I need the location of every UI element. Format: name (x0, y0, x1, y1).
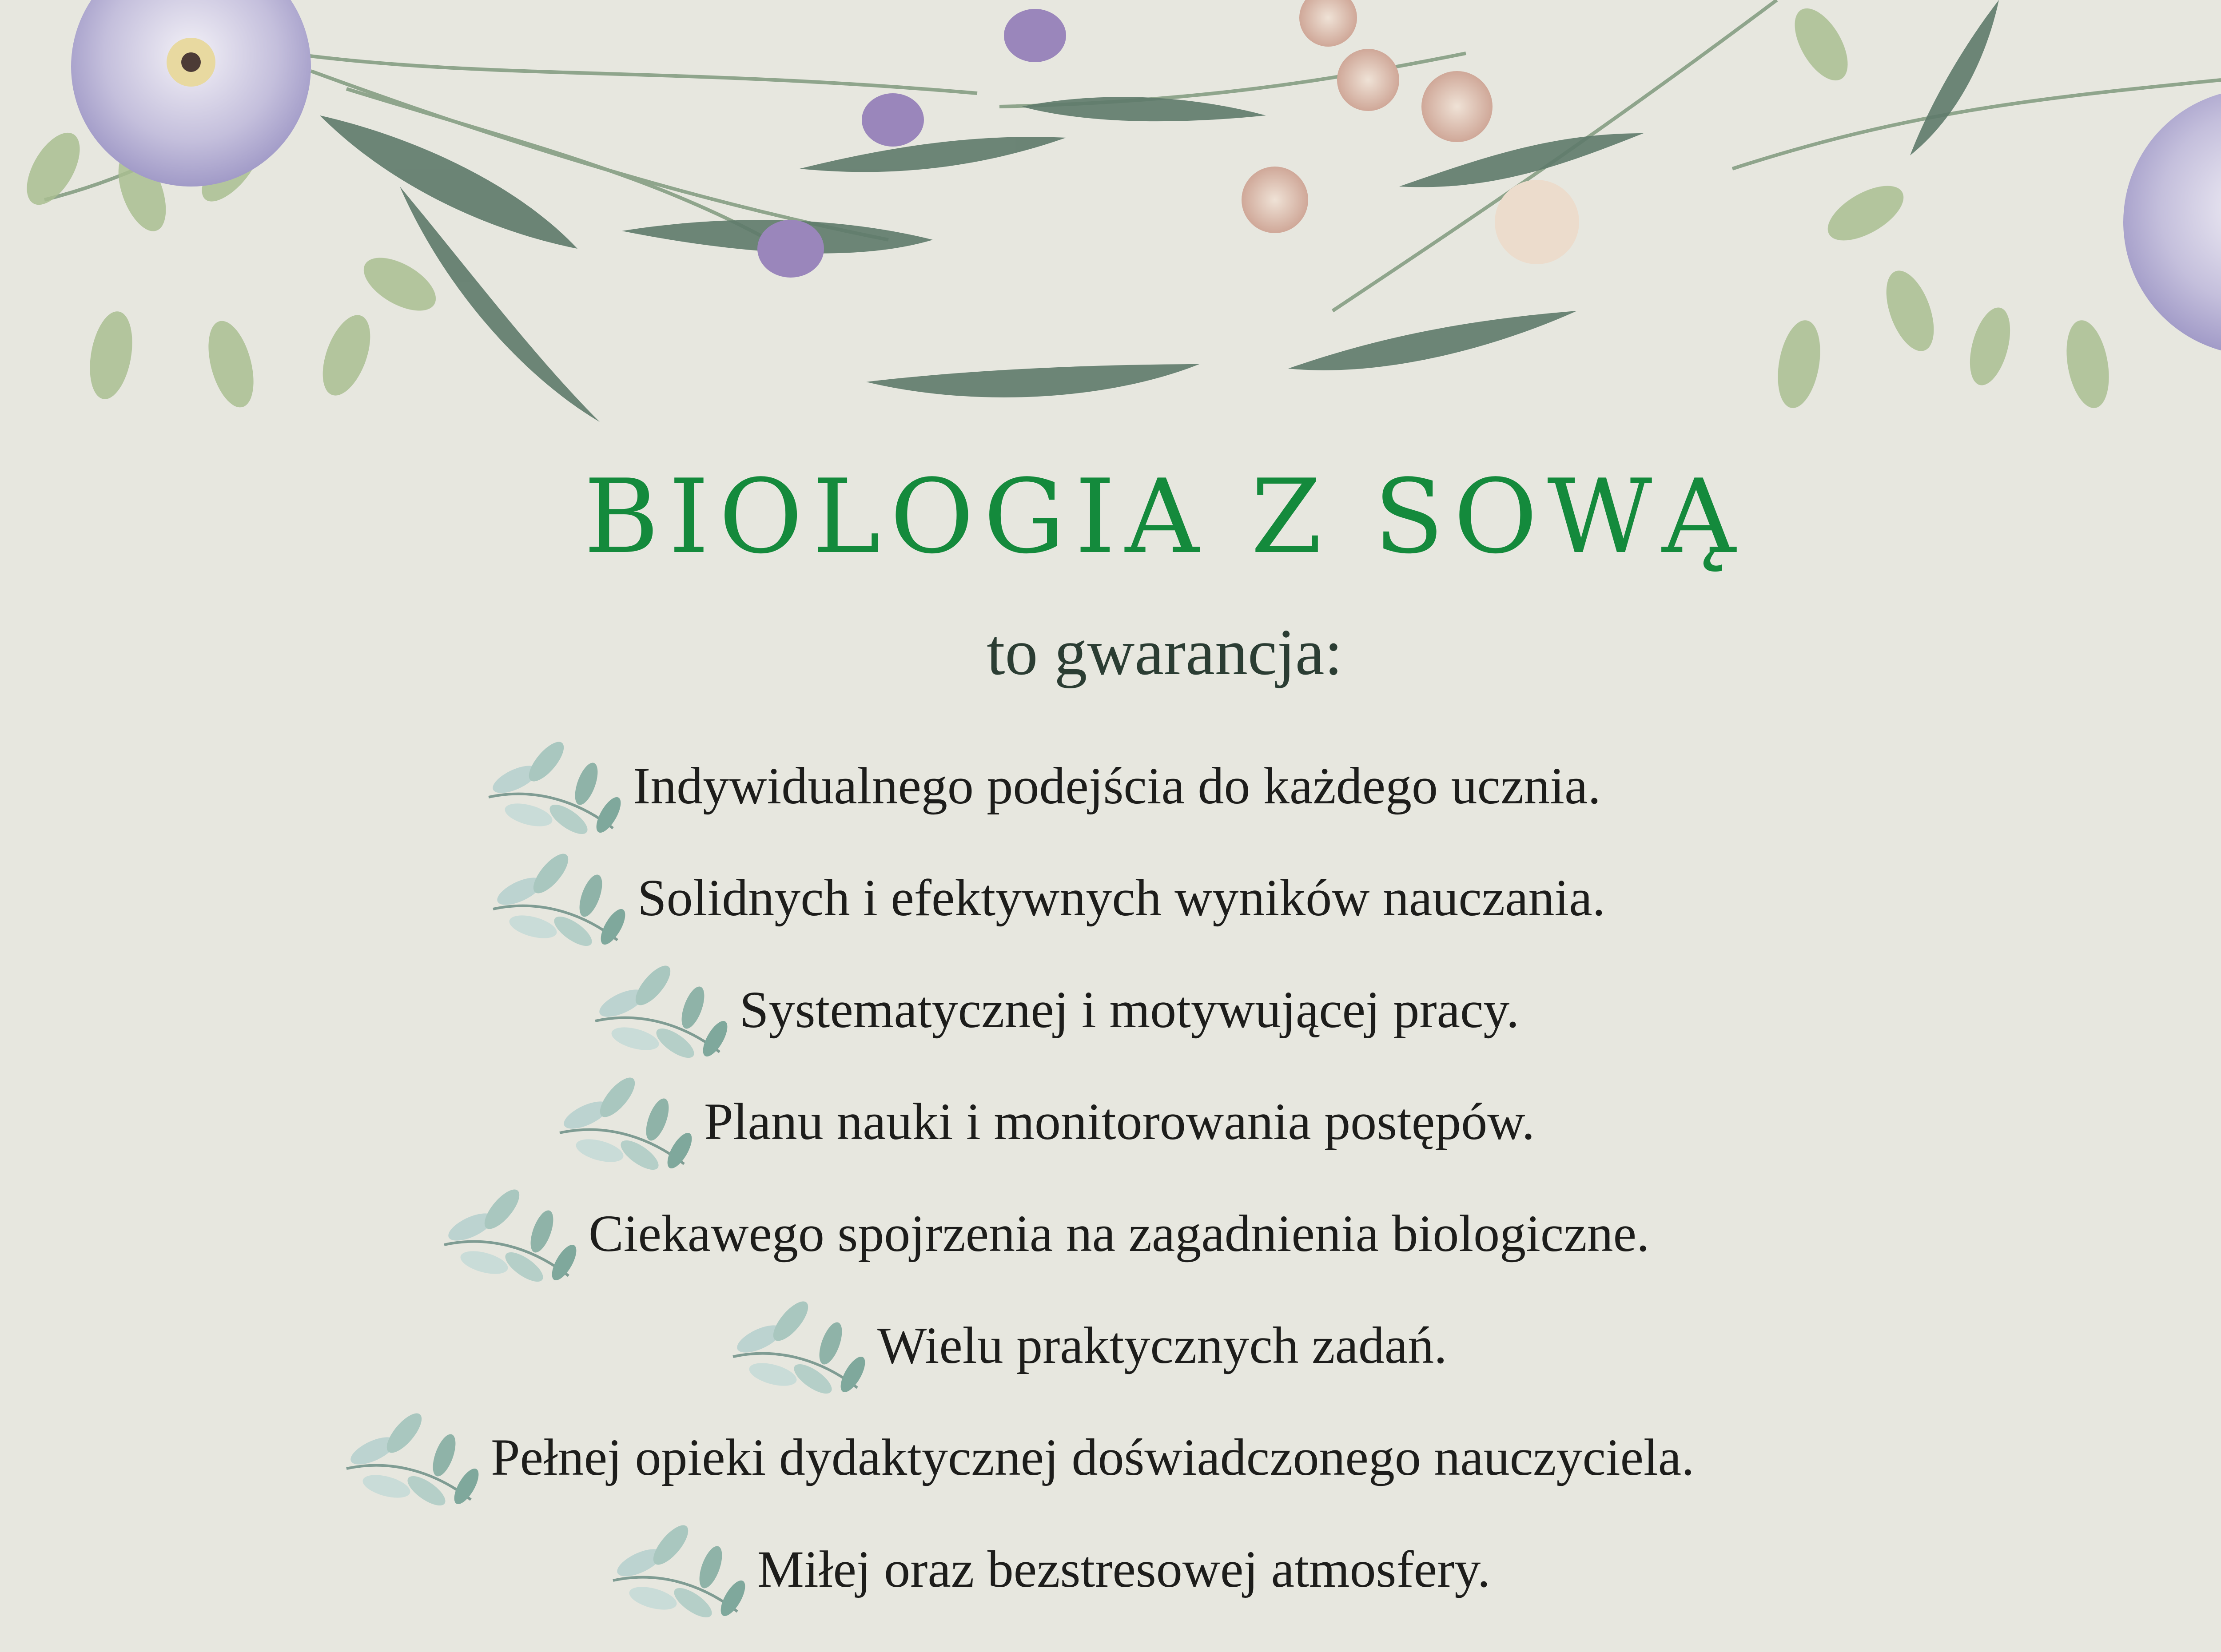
list-item-text: Systematycznej i motywującej pracy. (740, 981, 1520, 1039)
list-item (480, 840, 1605, 956)
violet-flower-right (2123, 89, 2221, 355)
list-item (431, 1176, 1650, 1291)
list-item (475, 728, 1601, 844)
list-item (720, 1288, 1447, 1403)
list-item-text: Indywidualnego podejścia do każdego ucznia. (633, 757, 1601, 815)
leaf-sprig-icon (600, 1514, 746, 1625)
floral-garland-decoration (0, 0, 2221, 444)
violet-flower-left (71, 0, 311, 187)
list-item (546, 1064, 1535, 1179)
leaf-sprig-icon (582, 954, 728, 1065)
list-item-text: Wielu praktycznych zadań. (877, 1316, 1447, 1374)
leaf-sprig-icon (546, 1066, 693, 1177)
poster-subtitle: to gwarancja: (987, 616, 1343, 689)
list-item-text: Planu nauki i monitorowania postępów. (704, 1092, 1535, 1151)
list-item-text: Pełnej opieki dydaktycznej doświadczonego nauczyciela. (491, 1428, 1695, 1486)
list-item (600, 1512, 1490, 1627)
leaf-sprig-icon (475, 731, 622, 842)
list-item-text: Solidnych i efektywnych wyników nauczania. (637, 869, 1606, 927)
leaf-sprig-icon (333, 1402, 480, 1513)
list-item-text: Miłej oraz bezstresowej atmosfery. (757, 1540, 1491, 1598)
list-item (333, 1400, 1695, 1515)
leaf-sprig-icon (720, 1290, 866, 1401)
list-item (582, 952, 1519, 1068)
leaf-sprig-icon (431, 1178, 577, 1289)
list-item-text: Ciekawego spojrzenia na zagadnienia biologiczne. (589, 1204, 1650, 1263)
leaf-sprig-icon (480, 842, 626, 953)
poster-title: BIOLOGIA Z SOWĄ (584, 458, 1746, 576)
